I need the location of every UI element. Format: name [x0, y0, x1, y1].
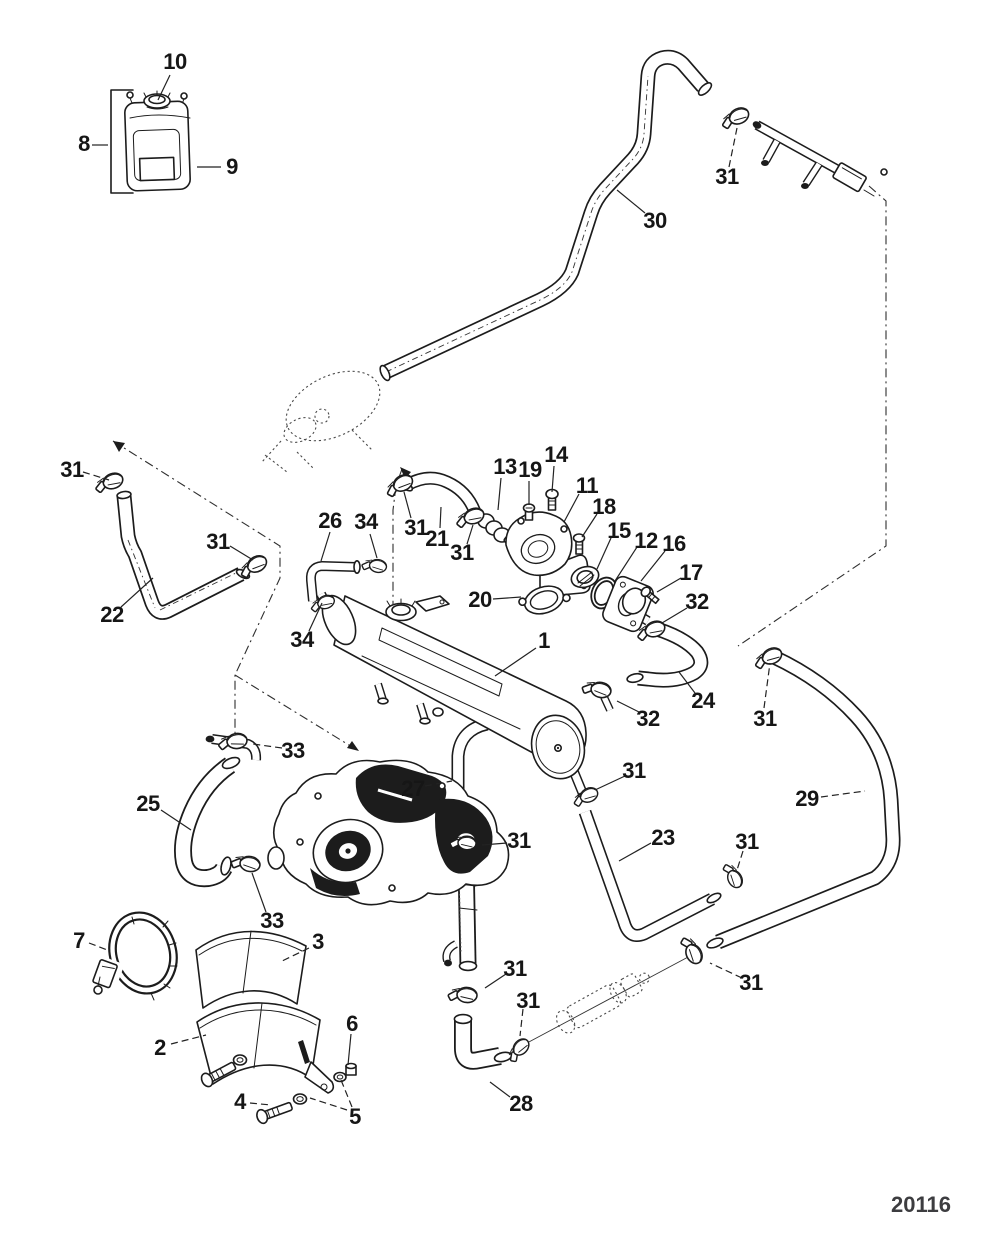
callout-31: 31 — [753, 706, 777, 731]
callout-11: 11 — [575, 473, 599, 498]
clamp-31-icon — [92, 471, 125, 495]
callout-6: 6 — [346, 1011, 358, 1036]
bracket-3 — [196, 931, 306, 1008]
drawing-number: 20116 — [891, 1192, 951, 1217]
nut-5b — [334, 1073, 346, 1082]
callout-27: 27 — [401, 776, 425, 801]
callout-31: 31 — [739, 970, 763, 995]
callout-14: 14 — [544, 442, 568, 467]
clamp-34-icon — [361, 557, 387, 573]
callout-21: 21 — [425, 526, 449, 551]
nut-5a — [294, 1094, 307, 1104]
callout-28: 28 — [509, 1091, 533, 1116]
leader-line — [493, 597, 521, 599]
clamp-31-icon — [383, 472, 416, 500]
callout-34: 34 — [290, 627, 314, 652]
callout-30: 30 — [643, 208, 667, 233]
engine-fitting-assembly — [751, 120, 887, 196]
callout-31: 31 — [206, 529, 230, 554]
callout-24: 24 — [691, 688, 715, 713]
clamp-31-icon — [678, 934, 705, 967]
circulating-pump — [268, 760, 509, 904]
callout-13: 13 — [493, 454, 517, 479]
leader-line — [662, 608, 687, 623]
leader-line — [729, 128, 737, 167]
elbow-fitting-26 — [311, 561, 360, 601]
callout-16: 16 — [662, 531, 686, 556]
callout-31: 31 — [735, 829, 759, 854]
leader-line — [89, 943, 110, 951]
leader-line — [252, 873, 266, 912]
callout-7: 7 — [73, 928, 85, 953]
hose-28 — [454, 1015, 512, 1063]
callout-4: 4 — [234, 1089, 246, 1114]
callout-31: 31 — [715, 164, 739, 189]
spacer-6 — [346, 1064, 356, 1076]
hose-25 — [183, 755, 241, 878]
callout-15: 15 — [607, 518, 631, 543]
callout-29: 29 — [795, 786, 819, 811]
callout-31: 31 — [503, 956, 527, 981]
fitting-phantom-outline — [553, 965, 655, 1036]
clamp-31-icon — [718, 105, 751, 131]
leader-line — [498, 478, 501, 510]
callout-3: 3 — [312, 929, 324, 954]
leader-line — [657, 578, 681, 592]
callout-5: 5 — [349, 1104, 361, 1129]
leader-line — [440, 507, 441, 528]
callout-31: 31 — [450, 540, 474, 565]
clamp-32-icon — [581, 679, 613, 700]
callout-25: 25 — [136, 791, 160, 816]
leader-line — [230, 546, 253, 560]
leader-line — [83, 472, 109, 480]
screw-19 — [524, 504, 535, 520]
coolant-reservoir — [111, 90, 191, 193]
callout-12: 12 — [634, 528, 658, 553]
bolt-4b — [255, 1099, 294, 1124]
clamp-33-icon — [230, 853, 261, 873]
leader-line — [619, 843, 651, 861]
callout-10: 10 — [163, 49, 187, 74]
leader-line — [250, 1103, 271, 1105]
callout-1: 1 — [538, 628, 550, 653]
leader-line — [370, 534, 377, 558]
callout-20: 20 — [468, 587, 492, 612]
callout-19: 19 — [518, 457, 542, 482]
callout-31: 31 — [622, 758, 646, 783]
clamp-31-icon — [570, 785, 600, 808]
leader-line — [348, 1034, 351, 1065]
leader-line — [341, 1080, 352, 1107]
callout-8: 8 — [78, 131, 90, 156]
leader-line — [821, 791, 865, 797]
leader-line — [552, 466, 554, 492]
callout-9: 9 — [226, 154, 238, 179]
engine-phantom-outline — [262, 357, 391, 472]
callout-31: 31 — [60, 457, 84, 482]
callout-17: 17 — [679, 560, 703, 585]
leader-line — [764, 663, 770, 708]
leader-line — [310, 1098, 347, 1110]
hose-clamp-7 — [92, 904, 186, 1001]
washer-4a — [234, 1055, 247, 1065]
hose-22 — [117, 491, 251, 613]
callout-22: 22 — [100, 602, 124, 627]
callout-31: 31 — [507, 828, 531, 853]
leader-line — [710, 963, 742, 978]
leader-line — [321, 532, 330, 561]
callout-31: 31 — [516, 988, 540, 1013]
callout-23: 23 — [651, 825, 675, 850]
leader-line — [595, 776, 625, 790]
leader-line — [490, 1082, 510, 1097]
callout-33: 33 — [281, 738, 305, 763]
callout-32: 32 — [685, 589, 709, 614]
callout-18: 18 — [592, 494, 616, 519]
callout-26: 26 — [318, 508, 342, 533]
callout-34: 34 — [354, 509, 378, 534]
bolt-18 — [574, 534, 585, 554]
clamp-31-icon — [721, 861, 745, 891]
callout-33: 33 — [260, 908, 284, 933]
elbow-port-32 — [604, 697, 610, 710]
leader-line — [617, 190, 645, 213]
callout-31: 31 — [404, 515, 428, 540]
bolt-14 — [546, 490, 558, 511]
leader-line — [495, 648, 536, 676]
callout-2: 2 — [154, 1035, 166, 1060]
callout-32: 32 — [636, 706, 660, 731]
clamp-31-icon — [447, 986, 477, 1003]
